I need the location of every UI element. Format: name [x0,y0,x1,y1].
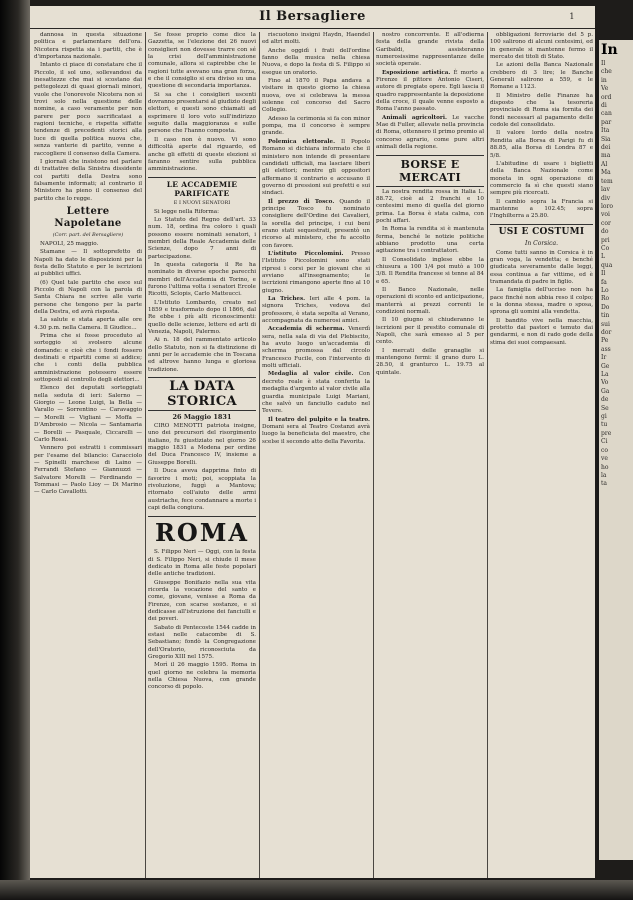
article-paragraph: Le azioni della Banca Nazionale crebbero di 3 lire; le Banche Generali salirono a 559, e le Romane a 1123. [490,62,593,91]
news-item-text: Quando il principe Tosco fu nominato consigliere dell'Ordine dei Cavalieri, la sorella del principe, i cui beni erano stati sequestrati, presentò un ricorso al ministero, che fu accolto con favore. [262,198,370,249]
column-5 [490,32,593,878]
article-paragraph: I mercati delle granaglie si mantengono fermi: il grano duro L. 28.50, il granturco L. 19.75 al quintale. [376,347,484,376]
borse-mercati-heading: BORSE E MERCATI [376,155,484,187]
article-paragraph: NAPOLI, 25 maggio. [40,240,99,247]
adjacent-page-line: Vo [601,379,609,387]
article-paragraph: Prima che si fosse proceduto al sorteggio si svolsero alcune domande: e cioè che i fondi fossero destinati e ripartiti come si addice; che i conti della pubblica amministrazione potessero essere sottoposti al controllo degli elettori... [34,333,142,384]
news-item-text: Le vacche Mae di Fuller, allevate nella provincia di Roma, ottennero il primo premio al concorso agrario, come pure altri animali della regione. [376,114,484,151]
news-item [262,296,370,325]
article-paragraph: I giornali che insistono nel parlare di trattative della Sinistra dissidente coi partiti della Destra sono falsamente informati; al contrario il Ministero ha pieno il consenso del partito che lo regge. [34,158,142,202]
adjacent-page-line: tem [601,177,613,185]
adjacent-page-line: do [601,228,609,236]
adjacent-page-line: Ga [601,387,610,395]
column-rule [145,32,146,878]
adjacent-page-line: Ge [601,362,610,370]
masthead-title: Il Bersagliere [259,9,366,24]
adjacent-page-line: in [601,76,607,84]
adjacent-page-line: di [601,102,607,110]
column-rule [487,32,488,878]
article-paragraph: dannosa in questa situazione politica e parlamentare dell'ora. Nicotera rispetta sia i partiti, che è d'importanza nazionale. [34,32,142,61]
news-item [262,417,370,446]
adjacent-page-line: loro [601,202,614,210]
article-paragraph: Il Banco Nazionale, nelle operazioni di sconto ed anticipazione, manterrà ai prezzi correnti le condizioni normali. [376,286,484,315]
news-item-text: Con decreto reale è stata conferita la medaglia d'argento al valor civile alla guardia municipale Luigi Mariani, che salvò un fanciullo caduto nel Tevere. [262,371,370,415]
news-item [262,326,370,370]
news-item-title: Esposizione artistica. [382,69,451,76]
adjacent-page-line: tu [601,421,608,429]
news-item-title: Polemica elettorale. [268,138,336,145]
usi-costumi-subheading: In Corsica. [524,239,559,247]
adjacent-page-line: ord [601,93,612,101]
adjacent-page-line: Lo [601,286,609,294]
article-paragraph: Ai n. 18 del rammentato articolo dello Statuto, non si fa distinzione di anni per le accademie che in Toscana ed altrove hanno lunga e gloriosa tradizione. [148,337,256,373]
article-paragraph: Se fosse proprio come dice la Gazzetta, se l'elezione dei 26 nuovi consiglieri non dovesse trarre con sé la crisi dell'amministrazione comunale, allora si capirebbe che le ragioni tutte avevano una gran forza, e che il consiglio si era diviso su una questione di secondaria importanza. [148,32,256,90]
adjacent-page-line: Ci [601,438,608,446]
article-paragraph: Il Duca aveva dapprima finto di favorire i moti; poi, scoppiata la rivoluzione, fuggì a Mantova; ritornato coll'aiuto delle armi austriache, fece condannare a morte i capi della congiura. [148,468,256,511]
news-item-title: L'istituto Piccolomini. [268,250,344,257]
adjacent-page-line: Ir [601,354,607,362]
adjacent-page-line: che [601,68,612,76]
article-paragraph: Il bandito vive nella macchia, protetto dai pastori e temuto dai gendarmi, e non di rado gode della stima dei suoi compaesani. [490,317,593,346]
page-number: 1 [569,12,575,21]
article-paragraph: Il valore lordo della nostra Rendita alla Borsa di Parigi fu di 88.85, alla Borsa di Londra 87 e 5/8. [490,130,593,159]
adjacent-page-line: Co [601,244,610,252]
scan-edge-left [0,0,30,900]
roma-heading: ROMA [148,516,256,547]
article-paragraph: La famiglia dell'ucciso non ha pace finché non abbia reso il colpo; e la donna stessa, madre o sposa, sprona gli uomini alla vendetta. [490,287,593,316]
article-paragraph: L'abitudine di usare i biglietti della Banca Nazionale come moneta in ogni operazione di commercio fa sì che questi siano sempre più ricercati. [490,160,593,197]
news-item [262,139,370,198]
scan-edge-bottom [0,880,633,900]
column-rule [373,32,374,878]
data-storica-date: 26 Maggio 1831 [172,413,232,422]
article-paragraph: Elenco dei deputati sorteggiati nella seduta di ieri: Salerno — Giorgio — Leone Luigi, la Bella — Varallo — Sorrentino — Caravaggio — Morelli — Vigliani — Moffa — D'Ambrosio — Nicola — Santamaria — Borelli — Pasquale, Ciccarelli — Carlo Rossi. [34,385,142,443]
article-paragraph: nostro concorrente. E all'odierna festa della grande rivista della Garibaldi, assisteranno numerosissime rappresentanze delle società operaie. [376,32,484,68]
article-paragraph: In Roma la rendita si è mantenuta ferma, benché le notizie politiche abbiano prodotto una certa agitazione tra i contrattatori. [376,226,484,255]
adjacent-page-line: Il [601,270,606,278]
adjacent-page-strip [597,40,633,860]
newspaper-page [30,6,595,878]
masthead [30,6,595,29]
article-paragraph: Morì il 26 maggio 1595. Roma in quel giorno ne celebra la memoria nella Chiesa Nuova, con grande concorso di popolo. [148,662,256,691]
article-paragraph: Fino al 1870 il Papa andava a visitare in questo giorno la chiesa nuova, ove si celebrava la messa solenne col concorso del Sacro Collegio. [262,78,370,114]
news-item-title: Accademia di scherma. [268,326,345,333]
news-item-text: Domani sera al Teatro Costanzi avrà luogo la beneficiata del maestro, che scelse il secondo atto della Favorita. [262,423,370,445]
adjacent-page-line: Ita [601,127,610,135]
article-paragraph: Il 10 giugno si chiuderanno le iscrizioni per il prestito comunale di Napoli, che sarà emesso al 5 per cento. [376,317,484,346]
article-paragraph: Si sa che i consiglieri uscenti dovranno presentarsi al giudizio degli elettori, e questi sono chiamati ad esprimere il loro voto sull'indirizzo seguito dalla maggioranza e sulle persone che l'hanno composta. [148,91,256,135]
accademie-heading: LE ACCADEMIE PARIFICATE [148,177,256,198]
article-paragraph: S. Filippo Neri — Oggi, con la festa di S. Filippo Neri, si chiude il mese dedicato in Roma alle feste popolari delle antiche tradizioni. [148,549,256,578]
news-item-title: Medaglia al valor civile. [268,371,354,378]
article-paragraph: La nostra rendita rossa in Italia L. 88.72, cioè ai 2 franchi e 10 centesimi meno di quella del giorno prima. La Borsa è stata calma, con pochi affari. [376,188,484,224]
lettere-napoletane-heading: Lettere Napoletane [54,205,122,229]
adjacent-page-line: sui [601,320,610,328]
article-paragraph: Il Consolidato inglese ebbe la chiusura a 100 1/4 poi mutò a 100 3/8. Il Rendita francese si tenne al 84 e 65. [376,256,484,285]
adjacent-page-line: par [601,118,612,126]
adjacent-page-line: Ve [601,85,609,93]
article-paragraph: obbligazioni ferroviarie del 5 p. 100 salirono di alcuni centesimi, ed in generale si mantenne fermo il mercato dei titoli di Stato. [490,32,593,61]
article-paragraph: Vennero poi estratti i commissari per l'esame del bilancio: Caracciolo — Spinelli marchese di Laino — Ferrandi Stefano — Giannuzzi — Salvatore Morelli — Ferdinando — Tommasi — Paolo Lioy — Di Marino — Carlo Cavallotti. [34,445,142,496]
news-item [262,199,370,250]
column-2 [148,32,256,878]
news-item-text: Presso l'Istituto Piccolomini sono stati ripresi i corsi per le giovani che si avviano all'insegnamento; le iscrizioni rimangono aperte fino al 10 giugno. [262,250,370,294]
adjacent-page-line: qua [601,261,613,269]
adjacent-page-line: ta [601,480,607,488]
adjacent-page-line: La [601,371,609,379]
adjacent-page-line: fa [601,278,607,286]
article-paragraph: Giuseppe Bonifazio nella sua vita ricorda la vocazione del santo e come, giovane, venisse a Roma da Firenze, con scarse sostanze, e si dedicasse all'istruzione dei fanciulli e dei poveri. [148,579,256,623]
adjacent-page-line: Al [601,160,608,168]
adjacent-page-line: can [601,110,612,118]
accademie-subheading: E I NUOVI SENATORI [173,199,231,206]
article-paragraph: Il Ministro delle Finanze ha disposto che la tesoreria provinciale di Roma sia fornita dei fondi necessari al pagamento delle cedole del consolidato. [490,92,593,129]
article-paragraph: (6) Quel tale partito che esce sul Piccolo di Napoli con la parola di Santa Chiara ne scrive alle varie persone che tengono per la parte della Destra, ed avrà risposta. [34,279,142,315]
news-item-text: Venerdì sera, nella sala di via del Plebiscito, ha avuto luogo un'accademia di scherma promossa dal circolo Francesco Fucile, con l'intervento di molti ufficiali. [262,326,370,370]
adjacent-page-line: dei [601,144,611,152]
lettere-subheading: (Corr. part. del Bersagliere) [52,231,124,238]
adjacent-page-line: Il [601,60,606,67]
column-3 [262,32,370,878]
adjacent-page-line: Ro [601,295,610,303]
adjacent-page-line: div [601,194,611,202]
adjacent-page-line: co [601,446,608,454]
column-1 [34,32,142,878]
adjacent-page-line: Pe [601,337,609,345]
adjacent-page-line: cor [601,219,611,227]
adjacent-page-heading: In [601,42,618,58]
article-paragraph: Il caso non è nuovo. Vi sono difficoltà aperte dal riguardo, ed anche gli effetti di queste elezioni si faranno sentire sulla pubblica amministrazione. [148,136,256,173]
article-paragraph: CIRO MENOTTI patriota insigne, uno dei precursori del risorgimento italiano, fu giustiziato nel giorno 26 maggio 1831 a Modena per ordine del Duca Francesco IV, insieme a Giuseppe Borelli. [148,423,256,466]
adjacent-page-line: ma [601,152,611,160]
article-paragraph: Il cambio sopra la Francia si mantenne a 102.45; sopra l'Inghilterra a 25.80. [490,198,593,220]
adjacent-page-line: pri [601,236,610,244]
adjacent-page-line: Se [601,404,609,412]
article-paragraph: Anche oggidì i frati dell'ordine fanno della musica nella chiesa Nuova, e dopo la festa di S. Filippo si esegue un oratorio. [262,47,370,76]
article-paragraph: Si legge nella Riforma: [154,208,219,215]
column-4 [376,32,484,878]
article-paragraph: Intanto ci piace di constatare che il Piccolo, il sol uno, sollevandosi da inesattezze che mai si scostano dai pettegolezzi di quasi giornali minori, vuole che l'onorevole Nicotera non si trovi solo nella questione delle nomine, a caso veramente per non parere per poco sacrificatasi a ragioni tecniche, e rispetta siffatte tendenze di precedenti storici alla luce di quella politica nuova che, senza vanterie di partito, venne a raccogliere il consenso della Camera. [34,62,142,157]
usi-costumi-heading: USI E COSTUMI [490,224,593,238]
article-paragraph: Adesso la cerimonia si fa con minor pompa, ma il concorso è sempre grande. [262,115,370,137]
adjacent-page-line: ve [601,455,608,463]
adjacent-page-line: dor [601,329,612,336]
article-paragraph: Sabato di Pentecoste 1544 cadde in estasi nelle catacombe di S. Sebastiano; fondò la Congregazione dell'Oratorio, riconosciuta da Gregorio XIII nel 1575. [148,624,256,661]
article-paragraph: Come tutti sanno in Corsica è in gran voga, la vendetta; e benché giudicata severamente dalle leggi, essa continua a far vittime, ed è tramandata di padre in figlio. [490,249,593,285]
adjacent-page-line: tin [601,312,610,320]
adjacent-page-line: voi [601,211,610,219]
article-paragraph: In questa categoria il Re ha nominato in diverse epoche parecchi membri dell'Accademia di Torino, e furono l'ultima volta i senatori Ercole Ricotti, Sclopis, Carlo Matteucci. [148,261,256,298]
column-rule [259,32,260,878]
adjacent-page-line: L [601,253,605,261]
news-item-title: Il teatro del pulpito e la teatro. [268,416,370,423]
article-paragraph: Lo Statuto del Regno dell'art. 33 num. 18, ordina fra coloro i quali possono essere nominati senatori, i membri della Reale Accademia delle Scienze, dopo 7 anni di partecipazione. [148,216,256,260]
news-item-text: Ieri alle 4 pom. la signora Triches, vedova del professore, è stata sepolta al Verano, accompagnata da numerosi amici. [262,296,370,325]
adjacent-page-line: lav [601,186,610,194]
adjacent-page-line: Sia [601,135,611,143]
news-item-text: È morto a Firenze il pittore Antonio Ciseri, autore di pregiate opere. Egli lascia il quadro rappresentante la deposizione della croce, il quale venne esposto a Roma l'anno passato. [376,69,484,113]
adjacent-page-line: gi [601,413,607,421]
adjacent-page-text [599,60,633,489]
news-item-title: Animali agricoltori. [382,114,447,121]
news-item-title: La Triches. [268,296,306,303]
news-item-text: Il Popolo Romano si dichiara informato che il ministero non intende di presentare candidati ufficiali, ma lasciare liberi gli elettori; mentre gli oppositori affermano il contrario e accusano il governo di pressioni sui prefetti e sui sindaci. [262,138,370,197]
adjacent-page-line: ass [601,345,611,353]
article-paragraph: Stamane — Il sottoprefetto di Napoli ha dato le disposizioni per la festa dello Statuto e per le iscrizioni ai pubblici uffici. [34,249,142,278]
article-paragraph: riscuotono insigni Haydn, Haendel ed altri molti. [262,32,370,46]
adjacent-page-line: Ma [601,169,611,177]
article-paragraph: La salute e stata aperta alle ore 4.30 p.m. nella Camera. Il Giudice... [34,317,142,331]
article-paragraph: L'Istituto Lombardo, creato nel 1859 e trasformato dopo il 1866, dal Re ebbe i più alti riconoscimenti: quello delle scienze, lettere ed arti di Venezia, Napoli, Palermo. [148,299,256,336]
adjacent-page-line: de [601,396,609,404]
news-item [376,115,484,152]
news-item [262,251,370,295]
news-item-title: Il prezzo di Tosco. [268,198,335,205]
data-storica-heading: LA DATA STORICA [148,377,256,411]
adjacent-page-line: Do [601,303,610,311]
adjacent-page-line: ho [601,463,609,471]
adjacent-page-line: la [601,471,607,479]
news-item [376,70,484,114]
news-item [262,371,370,415]
adjacent-page-line: pre [601,429,612,437]
